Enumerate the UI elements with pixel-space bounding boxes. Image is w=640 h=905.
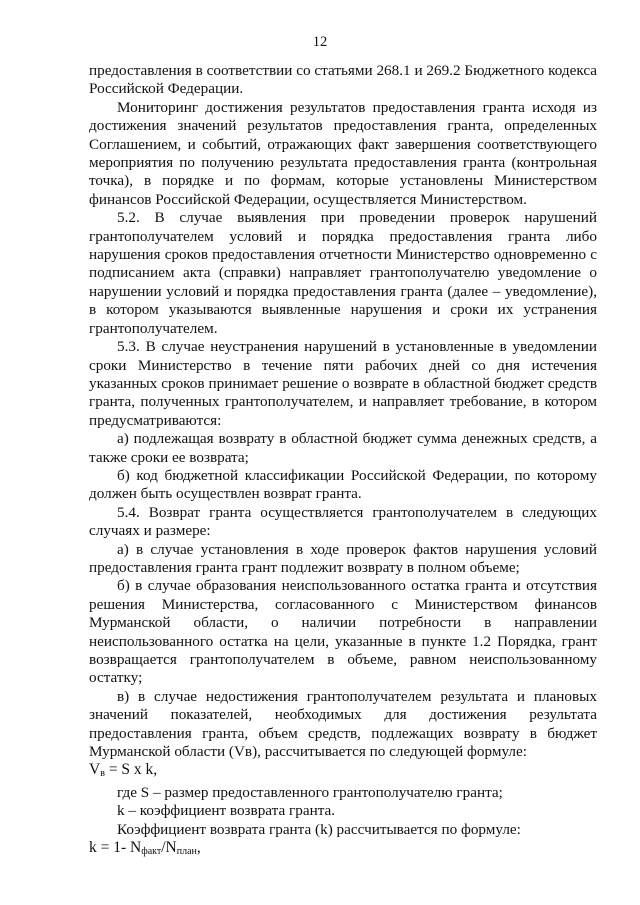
formula-suffix: ,	[196, 839, 201, 857]
formula-subscript-fact: факт	[141, 846, 162, 858]
paragraph: а) в случае установления в ходе проверок фактов нарушения условий предоставления гранта грант подлежит возврату в полном объеме;	[89, 540, 597, 576]
page-number: 12	[312, 34, 328, 50]
formula-mid: /N	[161, 839, 177, 857]
formula-subscript-plan: план	[176, 846, 197, 858]
paragraph: 5.2. В случае выявления при проведении проверок нарушений грантополучателем условий и порядка предоставления гранта либо нарушения сроков предоставления отчетности Министерство одновременно с подписанием акта (справки) направляет грантополучателю уведомление о нарушении условий и порядка предоставления гранта (далее – уведомление), в котором указываются выявленные нарушения и сроки их устранения грантополучателем.	[89, 209, 597, 337]
formula-lhs-subscript: в	[100, 768, 105, 780]
paragraph: 5.3. В случае неустранения нарушений в установленные в уведомлении сроки Министерство в течение пяти рабочих дней со дня истечения указанных сроков принимает решение о возврате в областной бюджет средств гранта, полученных грантополучателем, и направляет требование, в котором предусматриваются:	[89, 338, 597, 429]
document-body	[89, 62, 597, 861]
coefficient-intro: Коэффициент возврата гранта (k) рассчитывается по формуле:	[117, 820, 521, 838]
formula-coefficient	[89, 839, 597, 861]
definition-line: k – коэффициент возврата гранта.	[117, 802, 336, 820]
paragraph: Мониторинг достижения результатов предоставления гранта исходя из достижения значений результатов предоставления гранта, определенных Соглашением, и событий, отражающих факт завершения соответствующего мероприятия по получению результата предоставления гранта (контрольная точка), в порядке и по формам, которые установлены Министерством финансов Российской Федерации, осуществляется Министерством.	[89, 98, 597, 208]
paragraph: 5.4. Возврат гранта осуществляется грантополучателем в следующих случаях и размере:	[89, 503, 597, 540]
formula-lhs: V	[89, 761, 101, 779]
paragraph: б) в случае образования неиспользованного остатка гранта и отсутствия решения Министерства, согласованного с Министерством финансов Мурманской области, о наличии потребности в направлении неиспользованного остатка на цели, указанные в пункте 1.2 Порядка, грант возвращается грантополучателем в объеме, равном неиспользованному остатку;	[89, 577, 597, 687]
paragraph: б) код бюджетной классификации Российской Федерации, по которому должен быть осуществлен возврат гранта.	[89, 466, 597, 503]
paragraph: предоставления в соответствии со статьями 268.1 и 269.2 Бюджетного кодекса Российской Федерации.	[89, 62, 597, 98]
formula-rhs: = S x k,	[104, 761, 158, 779]
paragraph: а) подлежащая возврату в областной бюджет сумма денежных средств, а также сроки ее возврата;	[89, 430, 597, 466]
paragraph: в) в случае недостижения грантополучателем результата и плановых значений показателей, необходимых для достижения результата предоставления гранта, объем средств, подлежащих возврату в бюджет Мурманской области (Vв), рассчитывается по следующей формуле:	[89, 687, 597, 761]
definition-line: где S – размер предоставленного грантополучателю гранта;	[117, 783, 503, 801]
formula-prefix: k = 1- N	[89, 839, 142, 857]
formula-return-volume	[89, 761, 597, 783]
